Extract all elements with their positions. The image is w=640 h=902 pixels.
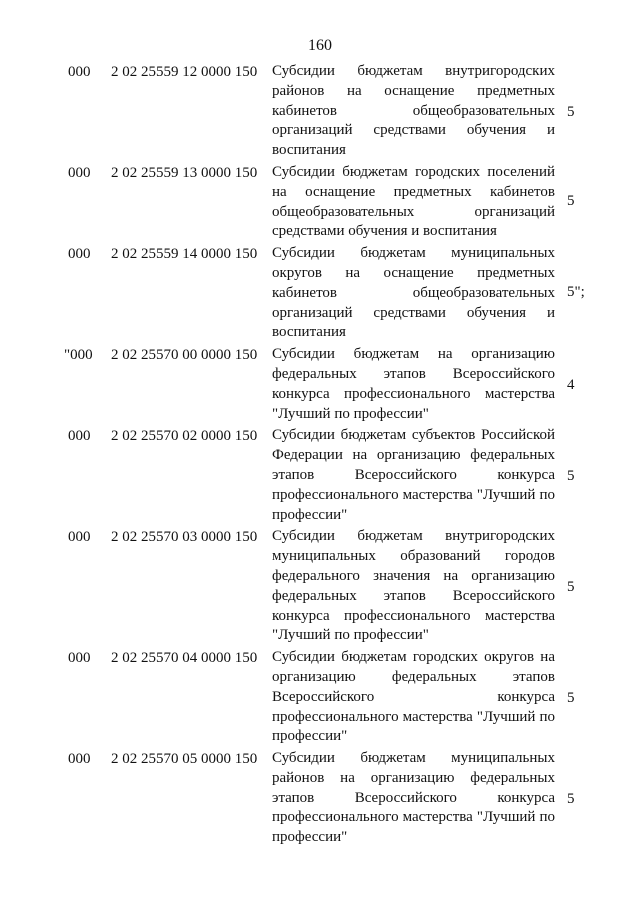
income-name-cell: Субсидии бюджетам муниципальных районов на организацию федеральных этапов Всероссийского конкурса профессионального мастерства "Лучший по профессии"	[272, 750, 555, 846]
value-cell: 5	[567, 791, 575, 808]
classification-code-cell: 2 02 25559 13 0000 150	[111, 164, 258, 181]
classification-code-cell: 2 02 25559 14 0000 150	[111, 246, 258, 263]
table-row	[0, 62, 640, 161]
table-row	[0, 345, 640, 424]
admin-code-cell: 000	[68, 164, 91, 181]
income-name-cell: Субсидии бюджетам внутригородских муниципальных образований городов федерального значения на организацию федеральных этапов Всероссийского конкурса профессионального мастерства "Лучший по профессии"	[272, 528, 555, 644]
table-row	[0, 648, 640, 747]
income-name-cell: Субсидии бюджетам муниципальных округов на оснащение предметных кабинетов общеобразовательных организаций средствами обучения и воспитания	[272, 245, 555, 341]
value-cell: 5	[567, 468, 575, 485]
table-row	[0, 244, 640, 343]
income-name-cell: Субсидии бюджетам субъектов Российской Федерации на организацию федеральных этапов Всероссийского конкурса профессионального мастерства "Лучший по профессии"	[272, 427, 555, 523]
admin-code-cell: 000	[68, 751, 91, 768]
income-name-cell: Субсидии бюджетам городских поселений на оснащение предметных кабинетов общеобразовательных организаций средствами обучения и воспитания	[272, 163, 555, 240]
classification-code-cell: 2 02 25570 05 0000 150	[111, 751, 258, 768]
value-cell: 5	[567, 192, 575, 209]
budget-classification-table	[0, 62, 640, 848]
table-row	[0, 749, 640, 848]
page-number: 160	[308, 37, 332, 54]
admin-code-cell: 000	[68, 246, 91, 263]
income-name-cell: Субсидии бюджетам на организацию федеральных этапов Всероссийского конкурса профессионального мастерства "Лучший по профессии"	[272, 346, 555, 422]
classification-code-cell: 2 02 25570 02 0000 150	[111, 428, 258, 445]
value-cell: 5	[567, 579, 575, 596]
classification-code-cell: 2 02 25570 00 0000 150	[111, 347, 258, 364]
classification-code-cell: 2 02 25570 03 0000 150	[111, 529, 258, 546]
admin-code-cell: 000	[68, 428, 91, 445]
value-cell: 4	[567, 377, 575, 394]
classification-code-cell: 2 02 25570 04 0000 150	[111, 650, 258, 667]
classification-code-cell: 2 02 25559 12 0000 150	[111, 64, 258, 80]
income-name-cell: Субсидии бюджетам городских округов на организацию федеральных этапов Всероссийского конкурса профессионального мастерства "Лучший по профессии"	[272, 649, 555, 745]
admin-code-cell: 000	[68, 64, 91, 80]
table-row	[0, 426, 640, 525]
value-cell: 5	[567, 104, 575, 120]
table-row	[0, 163, 640, 242]
value-cell: 5";	[567, 284, 585, 301]
admin-code-cell: 000	[68, 650, 91, 667]
admin-code-cell: 000	[68, 529, 91, 546]
table-row	[0, 527, 640, 646]
income-name-cell: Субсидии бюджетам внутригородских районов на оснащение предметных кабинетов общеобразовательных организаций средствами обучения и воспитания	[272, 63, 555, 159]
admin-code-cell: "000	[64, 347, 93, 364]
value-cell: 5	[567, 690, 575, 707]
